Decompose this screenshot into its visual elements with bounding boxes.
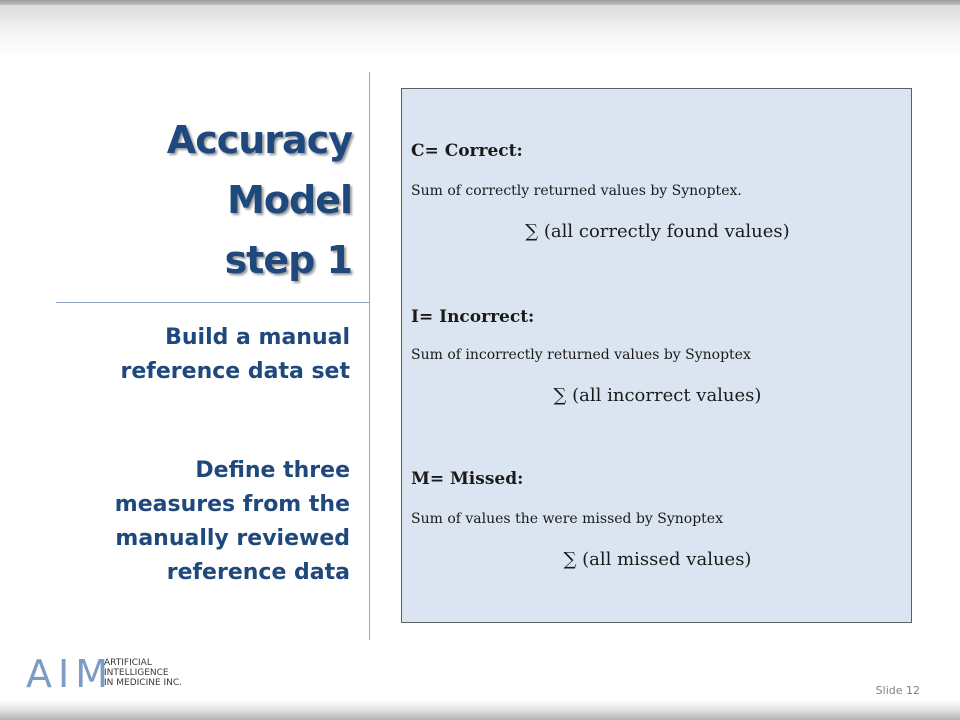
correct-heading: C= Correct: [411,141,523,161]
subtitle2-line-1: Define three [195,458,350,483]
subtitle2-line-4: reference data [166,560,350,585]
top-bar [0,0,960,58]
logo-mark: AIM [26,652,114,696]
slide-title [40,110,352,290]
missed-formula: ∑ (all missed values) [563,549,752,570]
definitions-box [401,88,912,623]
bottom-bar [0,700,960,720]
subtitle1-line-1: Build a manual [165,325,350,350]
logo-text-line-2: INTELLIGENCE [104,668,169,678]
horizontal-divider [56,302,369,303]
subtitle-build [40,321,350,389]
subtitle2-line-2: measures from the [114,492,350,517]
correct-description: Sum of correctly returned values by Synoptex. [411,183,742,199]
logo-text [104,658,182,688]
aim-logo [26,654,196,694]
title-line-1: Accuracy [166,118,352,162]
missed-description: Sum of values the were missed by Synoptex [411,511,723,527]
subtitle-define [40,454,350,590]
logo-text-line-1: ARTIFICIAL [104,658,152,668]
correct-formula: ∑ (all correctly found values) [525,221,790,242]
slide-number: Slide 12 [875,684,920,697]
title-line-2: Model [227,178,352,222]
subtitle1-line-2: reference data set [120,359,350,384]
incorrect-heading: I= Incorrect: [411,307,535,327]
vertical-divider [369,72,370,640]
incorrect-formula: ∑ (all incorrect values) [553,385,762,406]
incorrect-description: Sum of incorrectly returned values by Synoptex [411,347,751,363]
subtitle2-line-3: manually reviewed [115,526,350,551]
missed-heading: M= Missed: [411,469,524,489]
logo-text-line-3: IN MEDICINE INC. [104,678,183,688]
title-line-3: step 1 [224,238,352,282]
